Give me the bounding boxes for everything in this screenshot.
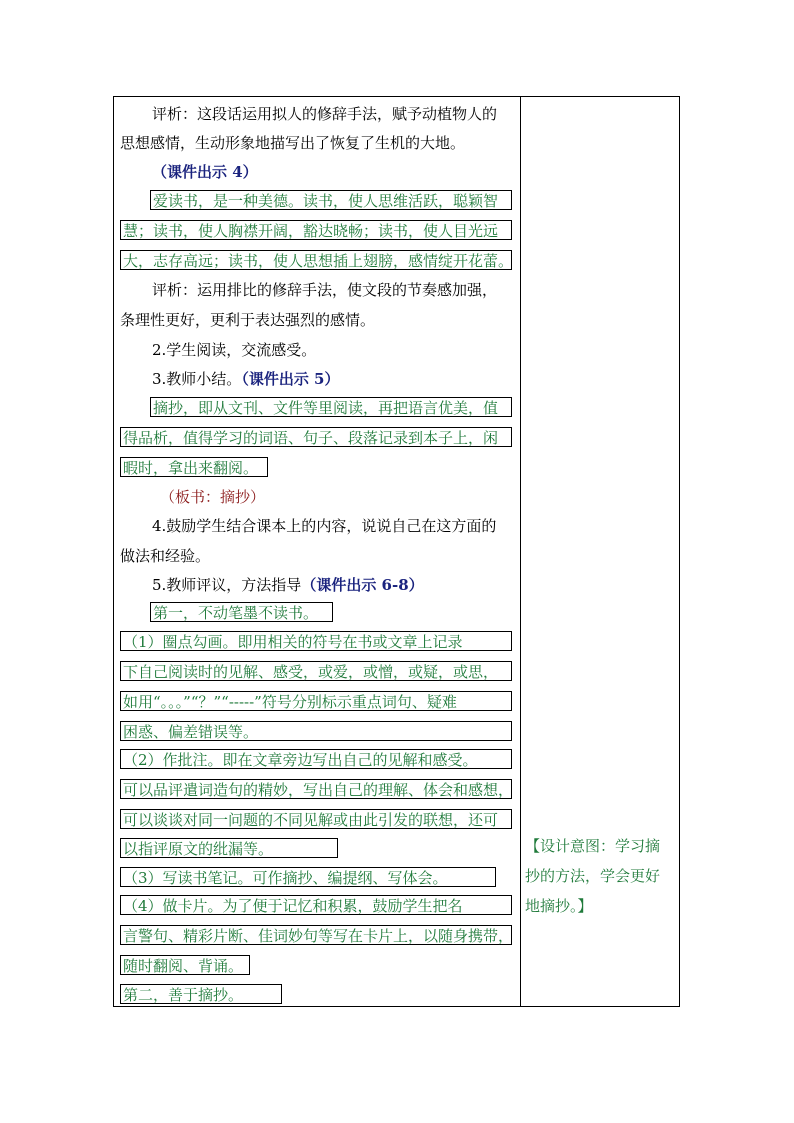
quote-1-line-3: 大，志存高远；读书，使人思想插上翅膀，感情绽开花蕾。: [120, 250, 512, 270]
analysis-1-line-1: 评析：这段话运用拟人的修辞手法，赋予动植物人的: [152, 105, 498, 123]
method-3: （3）写读书笔记。可作摘抄、编提纲、写体会。: [120, 867, 496, 887]
method-4-line-1: （4）做卡片。为了便于记忆和积累，鼓励学生把名: [120, 895, 512, 915]
step-5: [152, 575, 424, 595]
quote-2-line-3: 暇时，拿出来翻阅。: [120, 457, 268, 477]
step-4-line-2: 做法和经验。: [120, 547, 211, 565]
design-intent-line-1: 【设计意图：学习摘: [525, 837, 661, 855]
step-3-text: 3.教师小结。: [152, 370, 242, 388]
courseware-6-8: （课件出示 6-8）: [301, 576, 424, 594]
quote-1-line-1: 爱读书，是一种美德。读书，使人思维活跃，聪颖智: [150, 190, 512, 210]
analysis-2-line-2: 条理性更好，更利于表达强烈的感情。: [120, 311, 376, 329]
column-divider: [520, 97, 521, 1006]
step-3: [152, 369, 339, 389]
method-4-line-2: 言警句、精彩片断、佳词妙句等写在卡片上，以随身携带，: [120, 925, 512, 945]
design-intent-line-2: 抄的方法，学会更好: [525, 867, 661, 885]
quote-2-line-1: 摘抄，即从文刊、文件等里阅读，再把语言优美，值: [150, 397, 512, 417]
analysis-1-line-2: 思想感情，生动形象地描写出了恢复了生机的大地。: [120, 134, 466, 152]
step-5-text: 5.教师评议，方法指导: [152, 576, 302, 594]
analysis-2-line-1: 评析：运用排比的修辞手法，使文段的节奏感加强，: [152, 281, 498, 299]
step-4-line-1: 4.鼓励学生结合课本上的内容，说说自己在这方面的: [152, 517, 497, 535]
method-2-line-4: 以指评原文的纰漏等。: [120, 838, 338, 858]
board-note: （板书：摘抄）: [160, 488, 266, 506]
method-2-line-1: （2）作批注。即在文章旁边写出自己的见解和感受。: [120, 749, 512, 769]
step-2: 2.学生阅读，交流感受。: [152, 341, 317, 359]
point-second: 第二，善于摘抄。: [120, 984, 282, 1004]
method-1-line-2: 下自己阅读时的见解、感受，或爱，或憎，或疑，或思，: [120, 661, 512, 681]
method-1-line-4: 困惑、偏差错误等。: [120, 721, 512, 741]
design-intent-line-3: 地摘抄。】: [525, 897, 593, 915]
quote-2-line-2: 得品析，值得学习的词语、句子、段落记录到本子上，闲: [120, 427, 512, 447]
courseware-4: （课件出示 4）: [152, 163, 258, 181]
method-1-line-1: （1）圈点勾画。即用相关的符号在书或文章上记录: [120, 631, 512, 651]
quote-1-line-2: 慧；读书，使人胸襟开阔，豁达晓畅；读书，使人目光远: [120, 220, 512, 240]
point-first: 第一，不动笔墨不读书。: [150, 602, 333, 622]
method-4-line-3: 随时翻阅、背诵。: [120, 955, 250, 975]
courseware-5: （课件出示 5）: [241, 370, 340, 388]
method-1-line-3: 如用“。。。”“？”“-----”符号分别标示重点词句、疑难: [120, 691, 512, 711]
method-2-line-3: 可以谈谈对同一问题的不同见解或由此引发的联想，还可: [120, 809, 512, 829]
method-2-line-2: 可以品评遣词造句的精妙，写出自己的理解、体会和感想，: [120, 779, 512, 799]
